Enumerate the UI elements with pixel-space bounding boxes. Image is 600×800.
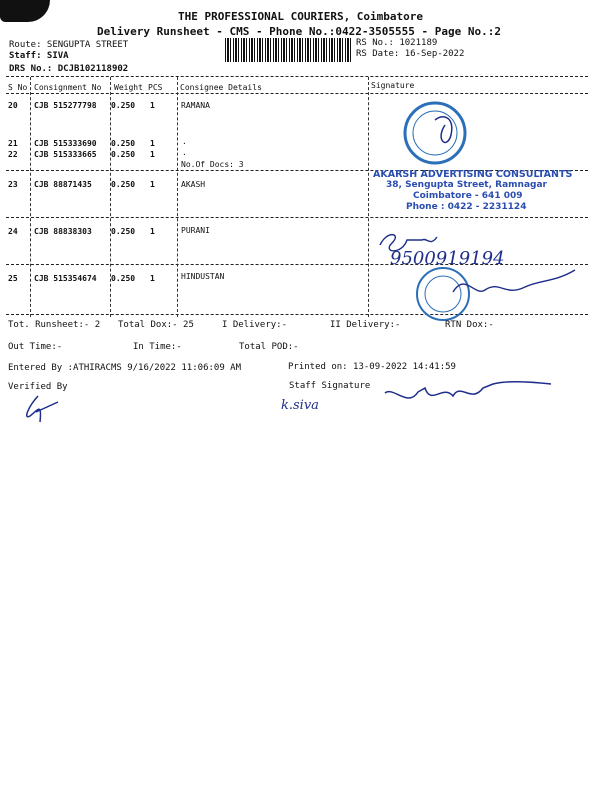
row-21-sno: 21	[8, 139, 18, 148]
row-24-consignee: PURANI	[181, 226, 210, 235]
col-sno: S No	[8, 83, 28, 92]
barcode-image	[225, 38, 351, 62]
total-dox: Total Dox:- 25	[118, 320, 194, 330]
verified-by-label: Verified By	[8, 382, 68, 392]
printed-on: Printed on: 13-09-2022 14:41:59	[288, 362, 456, 372]
col-consignee: Consignee Details	[180, 83, 262, 92]
row-22-weight: 0.250	[111, 150, 136, 159]
in-time: In Time:-	[133, 342, 182, 352]
row-20-pcs: 1	[150, 101, 155, 110]
row-25-weight: 0.250	[111, 274, 136, 283]
row-25-consignment: CJB 515354674	[34, 274, 97, 283]
second-delivery: II Delivery:-	[330, 320, 401, 330]
row-22-consignment: CJB 515333665	[34, 150, 97, 159]
row-25-consignee: HINDUSTAN	[181, 272, 225, 281]
row-25-sno: 25	[8, 274, 18, 283]
row-24-weight: 0.250	[111, 227, 136, 236]
round-stamp-1	[395, 95, 485, 175]
total-runsheet: Tot. Runsheet:- 2	[8, 320, 101, 330]
row-23-sno: 23	[8, 180, 18, 189]
row-24-consignment: CJB 88838303	[34, 227, 92, 236]
route-label: Route: SENGUPTA STREET	[9, 40, 129, 50]
row-22-sno: 22	[8, 150, 18, 159]
row-20-sno: 20	[8, 101, 18, 110]
company-name: THE PROFESSIONAL COURIERS, Coimbatore	[178, 10, 424, 23]
row-23-pcs: 1	[150, 180, 155, 189]
entered-by: Entered By :ATHIRACMS 9/16/2022 11:06:09 AM	[8, 363, 241, 373]
col-signature: Signature	[371, 81, 415, 90]
stamp-city: Coimbatore - 641 009	[413, 191, 523, 201]
out-time: Out Time:-	[8, 342, 63, 352]
staff-label: Staff: SIVA	[9, 51, 69, 61]
row-21-pcs: 1	[150, 139, 155, 148]
row-23-consignment: CJB 88871435	[34, 180, 92, 189]
row-22-pcs: 1	[150, 150, 155, 159]
rtn-dox: RTN Dox:-	[445, 320, 494, 330]
first-delivery: I Delivery:-	[222, 320, 288, 330]
stamp-address: 38, Sengupta Street, Ramnagar	[386, 180, 547, 190]
round-stamp-2	[405, 262, 585, 322]
row-25-pcs: 1	[150, 274, 155, 283]
row-20-consignment: CJB 515277798	[34, 101, 97, 110]
row-21-consignee: .	[182, 137, 187, 146]
row-20-weight: 0.250	[111, 101, 136, 110]
staff-signature-scribble	[383, 378, 553, 408]
rs-date: RS Date: 16-Sep-2022	[356, 49, 465, 59]
row-24-sno: 24	[8, 227, 18, 236]
col-pcs: PCS	[148, 83, 163, 92]
col-consignment: Consignment No	[34, 83, 102, 92]
page-title: Delivery Runsheet - CMS - Phone No.:0422-3505555 - Page No.:2	[97, 25, 501, 38]
row-23-weight: 0.250	[111, 180, 136, 189]
rs-number: RS No.: 1021189	[356, 38, 438, 48]
row-21-weight: 0.250	[111, 139, 136, 148]
row-24-pcs: 1	[150, 227, 155, 236]
total-pod: Total POD:-	[239, 342, 299, 352]
handwritten-phone: 9500919194	[390, 248, 505, 269]
stamp-company: AKARSH ADVERTISING CONSULTANTS	[373, 169, 573, 180]
col-weight: Weight	[114, 83, 143, 92]
row-21-consignment: CJB 515333690	[34, 139, 97, 148]
drs-number: DRS No.: DCJB102118902	[9, 64, 129, 74]
row-23-consignee: AKASH	[181, 180, 206, 189]
staff-signed-name: k.siva	[281, 398, 319, 413]
row-20-consignee: RAMANA	[181, 101, 210, 110]
row-22-consignee: .	[182, 148, 187, 157]
scan-mark	[0, 0, 50, 22]
stamp-phone: Phone : 0422 - 2231124	[406, 202, 527, 212]
staff-signature-label: Staff Signature	[289, 381, 371, 391]
no-of-docs: No.Of Docs: 3	[181, 160, 244, 169]
verifier-signature	[18, 392, 68, 432]
